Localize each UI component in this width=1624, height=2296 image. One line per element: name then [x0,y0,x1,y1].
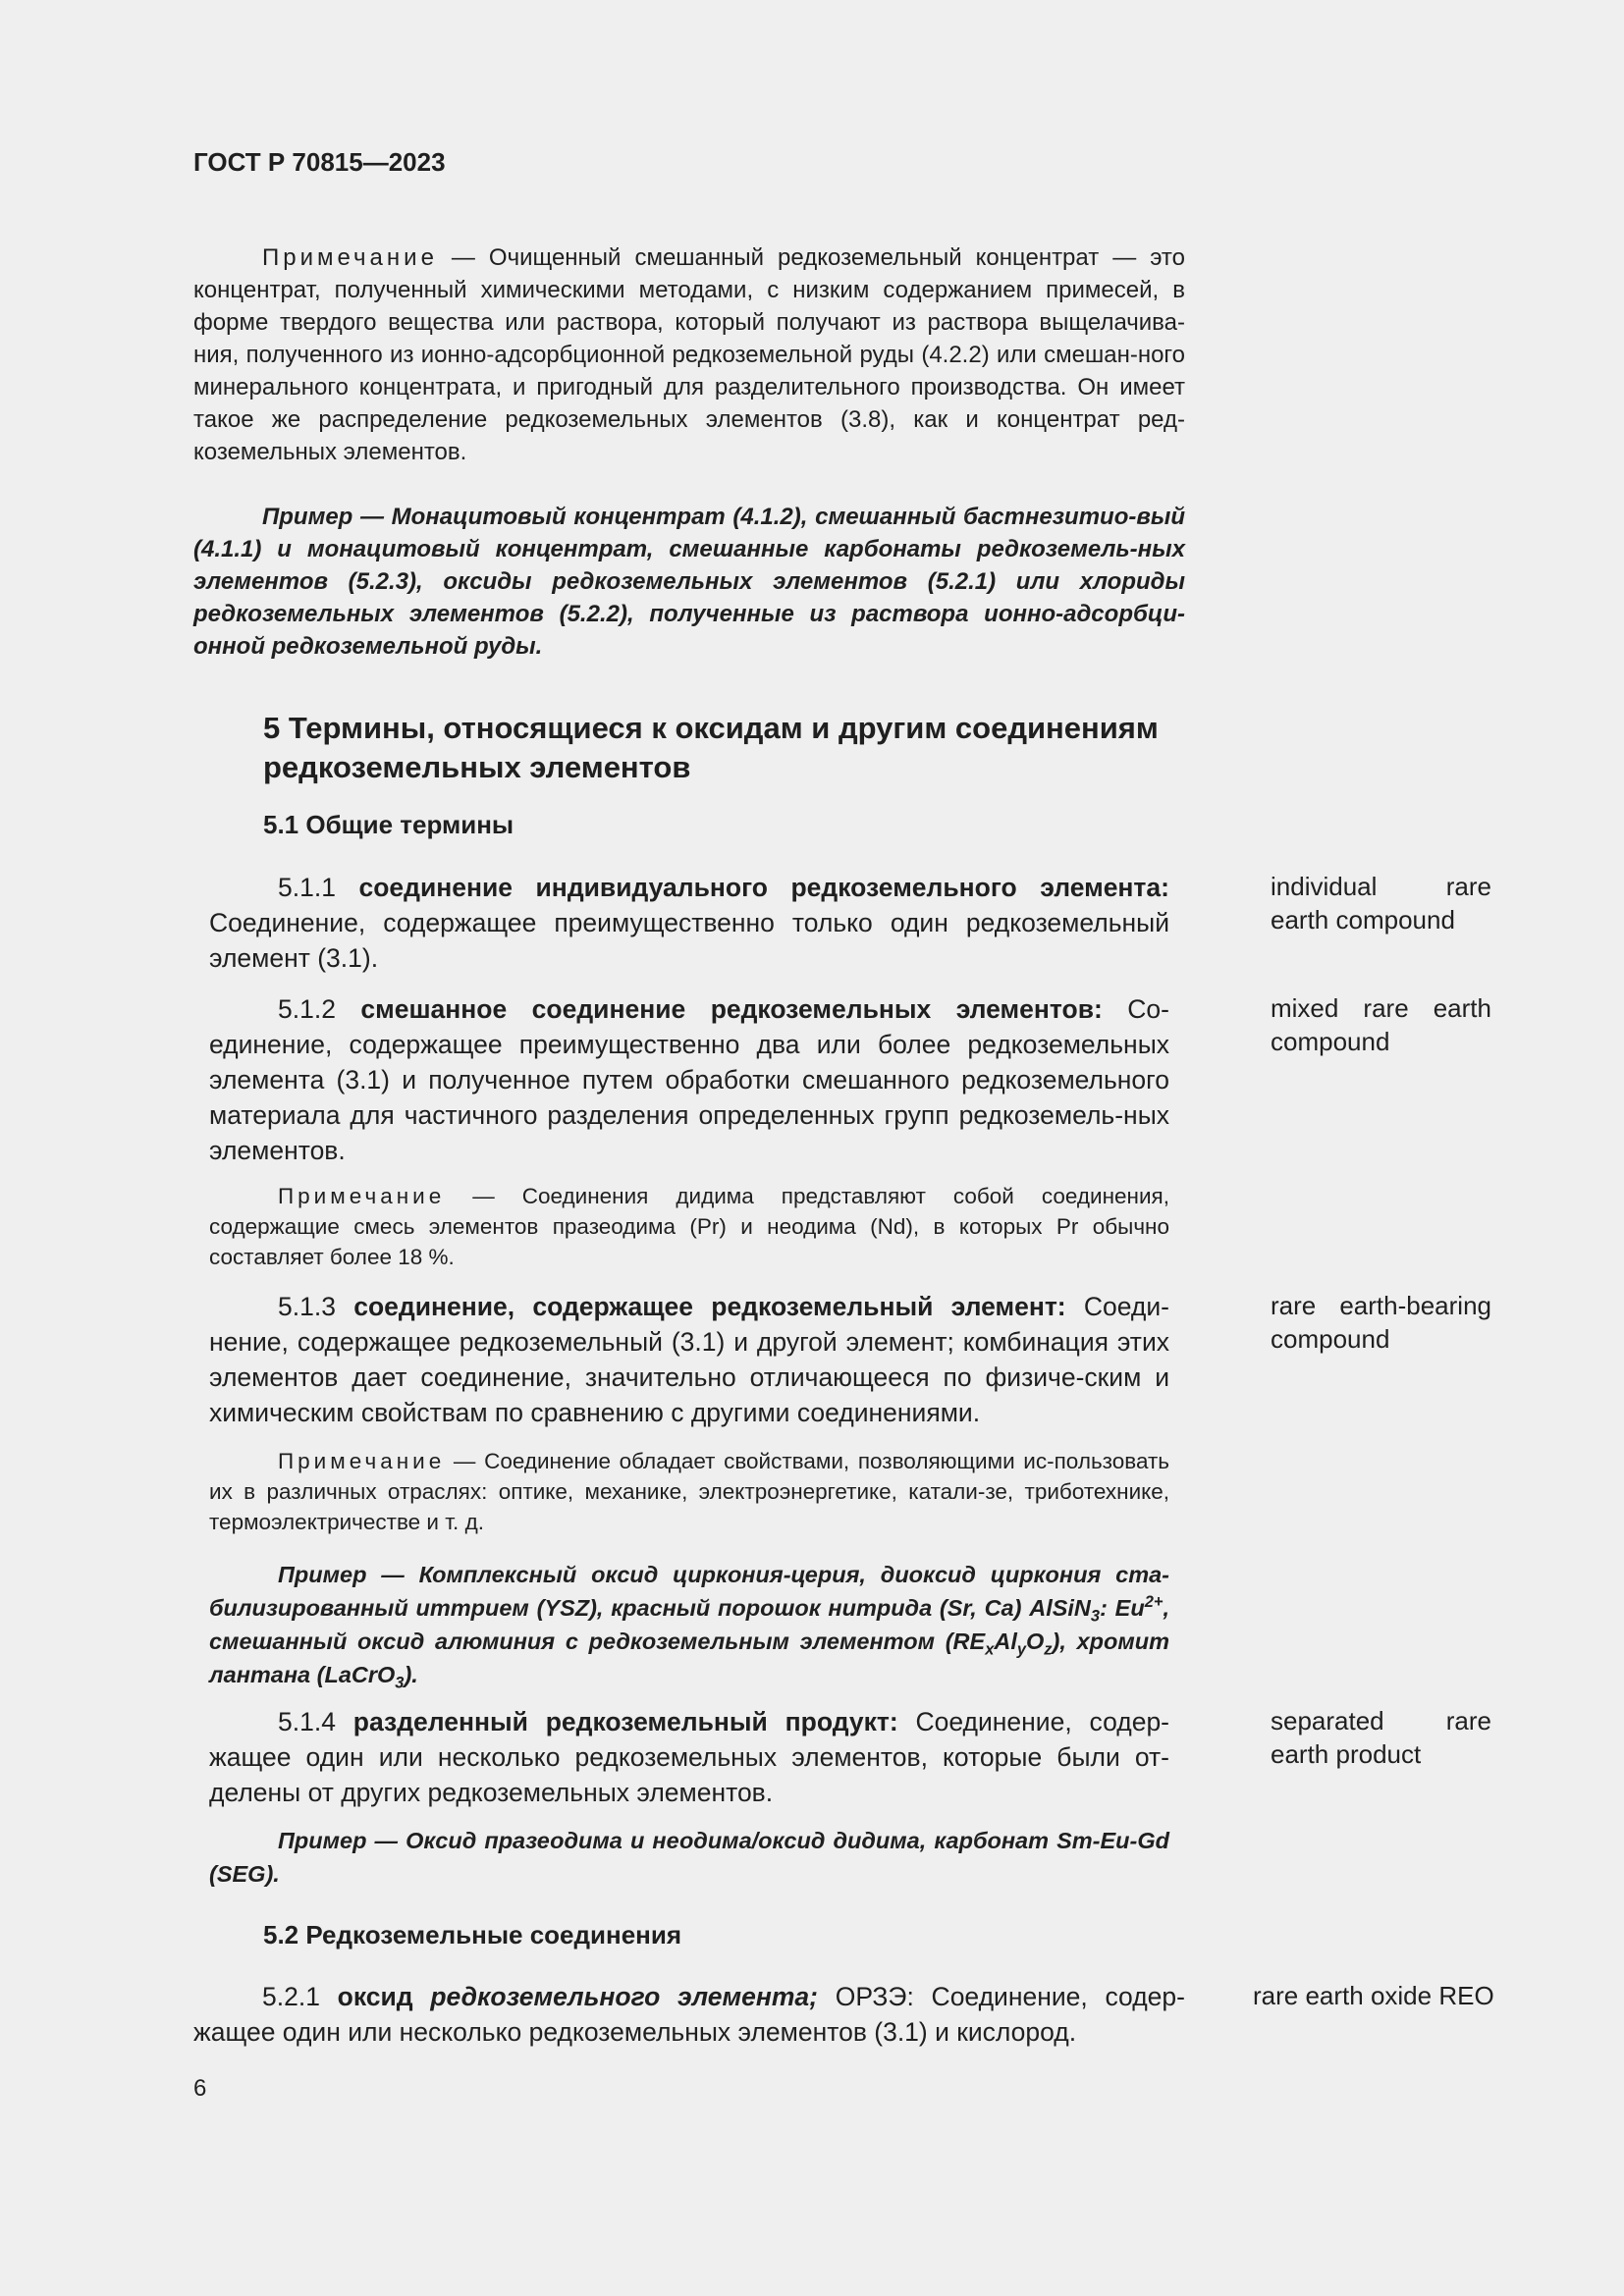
term-5-1-2 [209,991,1169,1168]
term-number: 5.1.4 [278,1707,353,1736]
term-number: 5.1.3 [278,1292,354,1321]
document-header: ГОСТ Р 70815—2023 [193,147,446,177]
example-text-part: Al [994,1629,1017,1654]
term-name: разделенный редкоземельный продукт: [352,1707,898,1736]
term-definition: Соединение, содер-жащее один или несколько редкоземельных элементов, которые были от-делены от других редкоземельных элементов. [209,1707,1170,1807]
note-text: — Соединение обладает свойствами, позволяющими ис-пользовать их в различных отраслях: оптике, механике, электроэнергетике, катали-зе, триботехнике, термоэлектричестве и т. д. [209,1449,1169,1534]
term-5-1-3-example [209,1558,1169,1691]
term-definition: Со-единение, содержащее преимущественно два или более редкоземельных элемента (3.1) и полученное путем обработки смешанного редкоземельного материала для частичного разделения определенных групп редкоземель-ных элементов. [209,994,1169,1165]
section-5-title: 5 Термины, относящиеся к оксидам и другим соединениям редкоземельных элементов [263,711,1159,784]
example-text-part: ), хромит лантана (LaCrO [209,1629,1170,1687]
note-label: Примечание [278,1184,446,1208]
example-text-part: : Eu [1100,1595,1145,1621]
term-5-1-4-english: separated rare earth product [1271,1706,1491,1769]
term-5-1-4 [209,1704,1169,1810]
term-5-2-1-english: rare earth oxide REO [1253,1981,1494,2010]
note-paragraph [193,241,1185,468]
note-label: Примечание [278,1449,446,1473]
term-number: 5.1.2 [278,994,361,1024]
term-definition: Соединение, содержащее преимущественно только один редкоземельный элемент (3.1). [209,908,1169,973]
example-text-part: Пример — Комплексный оксид циркония-церия, диоксид циркония ста-билизированный иттрием (YSZ), красный порошок нитрида (Sr, Ca) AlSiN [209,1562,1169,1621]
term-definition: ОРЗЭ: Соединение, содер-жащее один или несколько редкоземельных элементов (3.1) и кислород. [193,1982,1185,2047]
subscript: 3 [1090,1607,1101,1626]
subsection-5-2-title: 5.2 Редкоземельные соединения [263,1920,682,1949]
term-5-1-1-english: individual rare earth compound [1271,872,1491,934]
term-definition: Соеди-нение, содержащее редкоземельный (3.1) и другой элемент; комбинация этих элементов дает соединение, значительно отличающееся по физиче-ским и химическим свойствам по сравнению с другими соединениями. [209,1292,1170,1427]
subscript: z [1044,1640,1053,1659]
subscript: 3 [395,1674,405,1692]
example-text-part: ). [404,1662,418,1687]
term-name: соединение, содержащее редкоземельный элемент: [353,1292,1066,1321]
subscript: y [1016,1640,1026,1659]
term-name-part-italic: редкоземельного элемента; [430,1982,818,2011]
page-number: 6 [193,2075,207,2102]
term-name: смешанное соединение редкоземельных элементов: [360,994,1103,1024]
example-paragraph: Пример — Монацитовый концентрат (4.1.2), смешанный бастнезитио-вый (4.1.1) и монацитовый концентрат, смешанные карбонаты редкоземель-ных элементов (5.2.3), оксиды редкоземельных элементов (5.2.1) или хлориды редкоземельных элементов (5.2.2), полученные из раствора ионно-адсорбци-онной редкоземельной руды. [193,504,1185,660]
term-5-1-1 [209,870,1169,976]
term-name-part: оксид [337,1982,431,2011]
subsection-5-1-title: 5.1 Общие термины [263,810,514,839]
term-5-1-3-note [209,1446,1169,1537]
term-5-1-2-english: mixed rare earth compound [1271,993,1491,1056]
note-text: — Очищенный смешанный редкоземельный концентрат — это концентрат, полученный химическими методами, с низким содержанием примесей, в форме твердого вещества или раствора, который получают из раствора выщелачива-ния, полученного из ионно-адсорбционной редкоземельной руды (4.2.2) или смешан-ного минерального концентрата, и пригодный для разделительного производства. Он имеет такое же распределение редкоземельных элементов (3.8), как и концентрат ред-коземельных элементов. [193,244,1185,465]
term-5-1-2-note [209,1181,1169,1272]
superscript: 2+ [1144,1593,1164,1612]
note-text: — Соединения дидима представляют собой соединения, содержащие смесь элементов празеодима (Pr) и неодима (Nd), в которых Pr обычно составляет более 18 %. [209,1184,1169,1269]
term-number: 5.1.1 [278,873,359,902]
term-5-1-3-english: rare earth-bearing compound [1271,1291,1491,1354]
term-5-1-3 [209,1289,1169,1430]
term-5-1-4-example: Пример — Оксид празеодима и неодима/оксид дидима, карбонат Sm-Eu-Gd (SEG). [209,1828,1169,1887]
term-5-2-1 [193,1979,1185,2050]
term-number: 5.2.1 [262,1982,338,2011]
subscript: x [985,1640,995,1659]
example-text-part: , смешанный оксид алюминия с редкоземельным элементом (RE [209,1595,1169,1654]
example-text-part: O [1026,1629,1045,1654]
term-name: соединение индивидуального редкоземельного элемента: [358,873,1169,902]
note-label: Примечание [262,244,438,271]
